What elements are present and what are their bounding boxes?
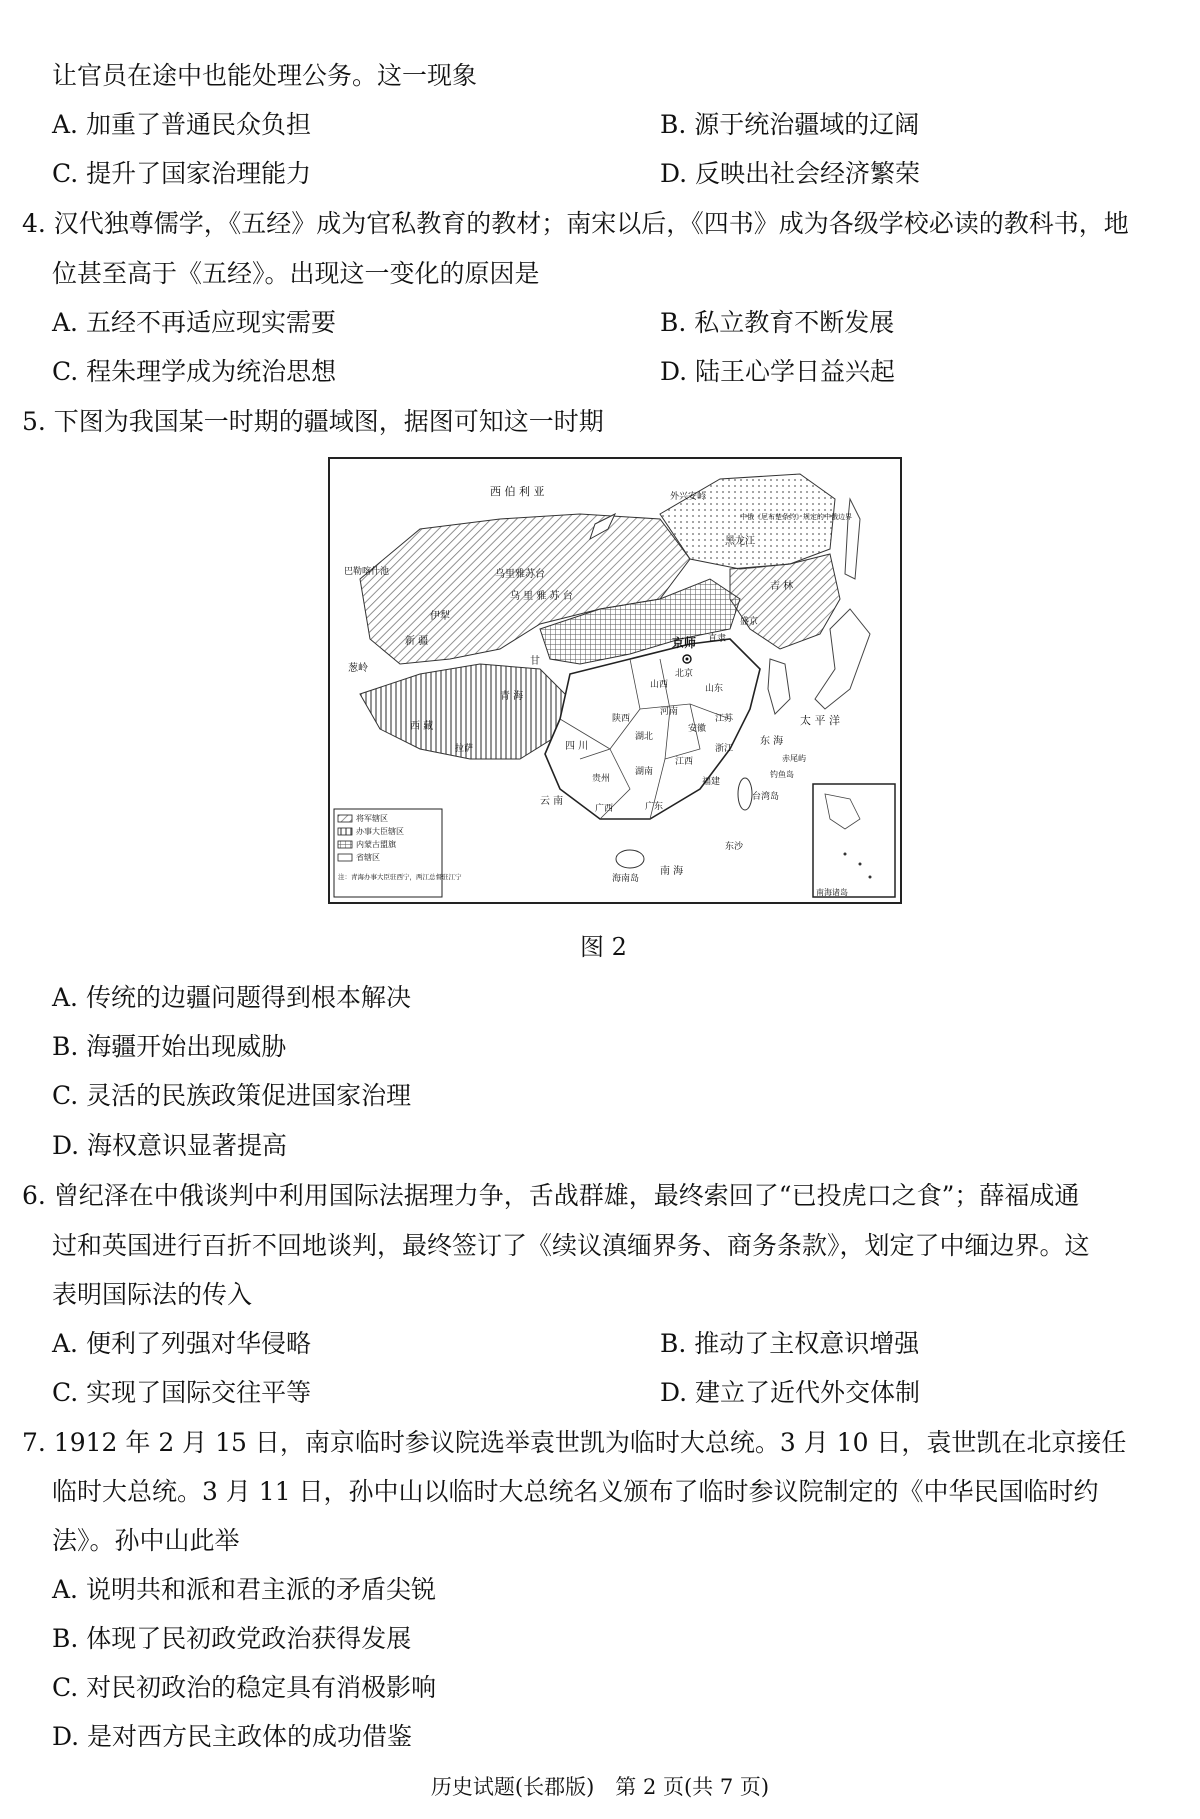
q6-stem-line-3: 表明国际法的传入 [52,1280,253,1309]
map-label-capital: 京师 [672,636,697,650]
map-label-hunan: 湖南 [635,767,654,777]
q7-option-b: B. 体现了民初政党政治获得发展 [52,1624,412,1653]
map-legend-inner-mongolia: 内蒙古盟旗 [356,840,396,849]
map-label-taipingyang: 太 平 洋 [800,714,840,727]
map-label-uliastai-region: 乌 里 雅 苏 台 [510,591,573,602]
map-label-chiweiyu: 赤尾屿 [782,754,806,763]
map-label-zhili: 直隶 [708,634,727,644]
map-label-gansu: 甘 [530,656,540,667]
q5-option-a: A. 传统的边疆问题得到根本解决 [52,983,411,1012]
map-label-heilongjiang: 黑龙江 [725,536,755,547]
q7-stem-line-2: 临时大总统。3 月 11 日，孙中山以临时大总统名义颁布了临时参议院制定的《中华民国临时约 [52,1477,1099,1506]
map-label-yunnan: 云 南 [540,796,564,807]
page-footer: 历史试题(长郡版) 第 2 页(共 7 页) [430,1775,770,1799]
map-label-congling: 葱岭 [348,663,368,674]
map-label-beijing: 北京 [675,669,694,679]
q6-option-a: A. 便利了列强对华侵略 [52,1329,311,1358]
map-label-guangdong: 广东 [645,802,664,812]
map-label-shengjing: 盛京 [740,617,759,627]
q4-stem-line-2: 位甚至高于《五经》。出现这一变化的原因是 [52,259,540,288]
map-label-balkhash: 巴勒喀什池 [344,567,390,577]
map-legend-note: 注：青海办事大臣驻西宁，两江总督驻江宁 [338,873,462,881]
q4-option-d: D. 陆王心学日益兴起 [660,357,896,386]
q7-stem-line-1: 7. 1912 年 2 月 15 日，南京临时参议院选举袁世凯为临时大总统。3 月 10 日，袁世凯在北京接任 [22,1428,1127,1457]
map-label-yili: 伊犁 [430,611,450,622]
map-label-dongsha: 东沙 [725,842,744,852]
map-label-sichuan: 四 川 [565,741,589,752]
map-legend-province: 省辖区 [356,853,380,862]
map-label-zhejiang: 浙江 [715,744,734,754]
q5-option-d: D. 海权意识显著提高 [52,1131,288,1160]
q4-option-b: B. 私立教育不断发展 [660,308,895,337]
map-label-siberia: 西 伯 利 亚 [490,485,545,498]
map-label-diaoyudao: 钓鱼岛 [770,770,794,779]
map-label-anhui: 安徽 [688,724,707,734]
figure-caption: 图 2 [580,933,627,961]
map-label-fujian: 福建 [702,777,721,787]
map-label-shandong: 山东 [705,684,724,694]
map-label-waixinganling: 外兴安岭 [670,492,707,502]
map-label-tibet: 西 藏 [410,721,434,732]
map-label-shaanxi: 陕西 [612,714,631,724]
q6-stem-line-1: 6. 曾纪泽在中俄谈判中利用国际法据理力争，舌战群雄，最终索回了“已投虎口之食”；薛福成通 [22,1181,1080,1210]
map-hainan-island [616,850,644,868]
q6-option-c: C. 实现了国际交往平等 [52,1378,312,1407]
qing-territory-map [328,457,902,904]
map-label-henan: 河南 [660,707,679,717]
map-label-lhasa: 拉萨 [455,744,474,754]
q7-option-c: C. 对民初政治的稳定具有消极影响 [52,1673,437,1702]
q6-option-d: D. 建立了近代外交体制 [660,1378,921,1407]
q5-option-b: B. 海疆开始出现威胁 [52,1032,287,1061]
map-label-jiangxi: 江西 [675,757,694,767]
map-label-uliastai: 乌里雅苏台 [495,569,545,580]
map-label-xinjiang: 新 疆 [405,636,429,647]
q6-stem-line-2: 过和英国进行百折不回地谈判，最终签订了《续议滇缅界务、商务条款》，划定了中缅边界。这 [52,1231,1090,1260]
q6-option-b: B. 推动了主权意识增强 [660,1329,920,1358]
q5-option-c: C. 灵活的民族政策促进国家治理 [52,1081,412,1110]
q4-option-c: C. 程朱理学成为统治思想 [52,357,337,386]
q7-stem-line-3: 法》。孙中山此举 [52,1526,240,1555]
map-label-qinghai: 青 海 [500,691,524,702]
map-label-jiangsu: 江苏 [715,714,734,724]
q7-option-a: A. 说明共和派和君主派的矛盾尖锐 [52,1575,436,1604]
map-label-ceded-area: 中俄《尼布楚条约》规定的中俄边界 [740,513,852,521]
map-label-donghai: 东 海 [760,736,784,747]
map-label-hainan: 海南岛 [612,874,640,884]
map-taiwan-island [738,778,752,810]
q4-option-a: A. 五经不再适应现实需要 [52,308,336,337]
map-label-guangxi: 广西 [595,804,614,814]
map-legend-general: 将军辖区 [356,814,388,823]
q3-option-d: D. 反映出社会经济繁荣 [660,159,921,188]
q4-stem-line-1: 4. 汉代独尊儒学，《五经》成为官私教育的教材；南宋以后，《四书》成为各级学校必读的教科书，地 [22,209,1129,238]
q3-option-b: B. 源于统治疆域的辽阔 [660,110,920,139]
map-legend-minister: 办事大臣辖区 [356,827,404,836]
map-inset-nanhai [813,784,895,897]
map-svg [330,459,900,902]
map-label-nanhai: 南 海 [660,866,684,877]
q5-stem: 5. 下图为我国某一时期的疆域图，据图可知这一时期 [22,407,604,436]
map-label-nanhai-islands: 南海诸岛 [816,888,848,897]
map-label-guizhou: 贵州 [592,774,611,784]
map-label-taiwan: 台湾岛 [752,792,780,802]
map-label-jilin: 吉 林 [770,581,794,592]
map-label-shanxi: 山西 [650,680,669,690]
q3-stem-continuation: 让官员在途中也能处理公务。这一现象 [52,61,478,90]
q7-option-d: D. 是对西方民主政体的成功借鉴 [52,1722,413,1751]
q3-option-a: A. 加重了普通民众负担 [52,110,311,139]
q3-option-c: C. 提升了国家治理能力 [52,159,312,188]
map-label-hubei: 湖北 [635,732,654,742]
